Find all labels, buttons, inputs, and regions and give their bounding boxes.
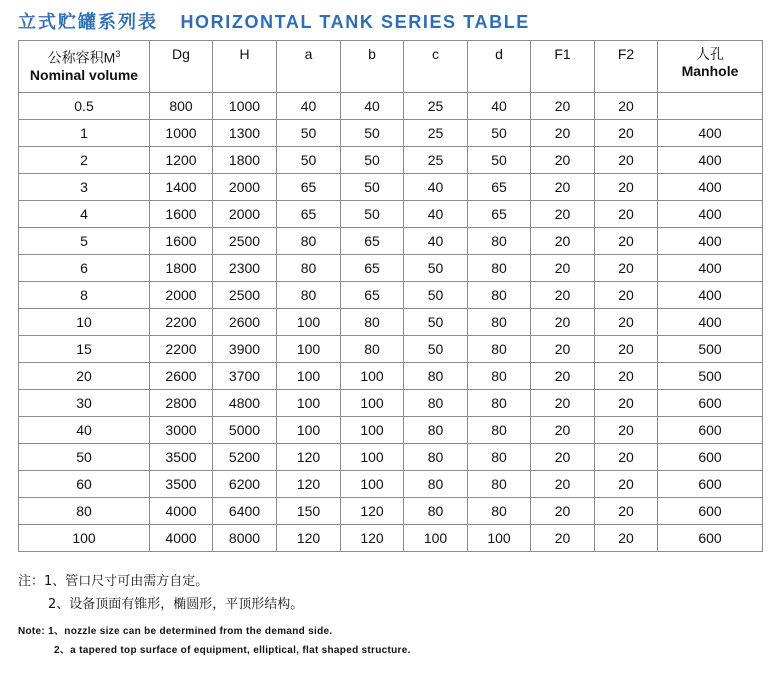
table-cell: 30: [19, 390, 150, 417]
table-cell: 15: [19, 336, 150, 363]
header-h: H: [213, 41, 277, 93]
table-cell: 100: [277, 390, 341, 417]
table-cell: 2000: [150, 282, 213, 309]
table-cell: 1600: [150, 228, 213, 255]
table-cell: 65: [277, 201, 341, 228]
table-cell: 20: [595, 417, 658, 444]
table-cell: 80: [404, 444, 468, 471]
table-cell: 2500: [213, 282, 277, 309]
note-cn-line-1: 注：1、管口尺寸可由需方自定。: [18, 574, 209, 589]
table-cell: 0.5: [19, 93, 150, 120]
table-row: [19, 228, 763, 255]
table-cell: 600: [658, 390, 763, 417]
header-manhole-en: Manhole: [681, 63, 739, 79]
header-manhole-cn: 人孔: [696, 46, 724, 62]
table-cell: 400: [658, 147, 763, 174]
table-row: [19, 363, 763, 390]
table-row: [19, 93, 763, 120]
table-cell: 100: [277, 417, 341, 444]
table-cell: 100: [341, 444, 404, 471]
table-cell: 20: [531, 282, 595, 309]
title-chinese: 立式贮罐系列表: [18, 12, 158, 33]
table-cell: 2800: [150, 390, 213, 417]
table-row: [19, 417, 763, 444]
table-cell: 50: [341, 120, 404, 147]
table-cell: 1: [19, 120, 150, 147]
table-cell: 1000: [150, 120, 213, 147]
table-cell: 50: [468, 120, 531, 147]
table-cell: 100: [341, 471, 404, 498]
table-cell: 40: [404, 174, 468, 201]
table-cell: 400: [658, 201, 763, 228]
table-cell: 50: [341, 147, 404, 174]
table-cell: 1600: [150, 201, 213, 228]
header-manhole: [658, 41, 763, 93]
table-cell: 50: [404, 255, 468, 282]
table-cell: 1000: [213, 93, 277, 120]
table-cell: 20: [531, 417, 595, 444]
table-row: [19, 120, 763, 147]
page-title: [18, 8, 530, 34]
table-cell: 65: [341, 255, 404, 282]
table-cell: 80: [468, 471, 531, 498]
table-cell: 120: [277, 471, 341, 498]
table-cell: 80: [404, 363, 468, 390]
table-row: [19, 147, 763, 174]
table-cell: 80: [468, 390, 531, 417]
table-cell: 3900: [213, 336, 277, 363]
header-c: c: [404, 41, 468, 93]
table-cell: 25: [404, 93, 468, 120]
table-cell: 20: [595, 228, 658, 255]
table-cell: 65: [468, 201, 531, 228]
table-row: [19, 282, 763, 309]
table-cell: 50: [341, 174, 404, 201]
table-cell: 80: [404, 417, 468, 444]
table-cell: 20: [595, 201, 658, 228]
table-row: [19, 255, 763, 282]
header-a: a: [277, 41, 341, 93]
table-cell: 20: [531, 120, 595, 147]
table-cell: 50: [404, 282, 468, 309]
table-cell: 400: [658, 174, 763, 201]
table-cell: 50: [341, 201, 404, 228]
table-cell: 100: [277, 336, 341, 363]
header-f2: F2: [595, 41, 658, 93]
table-cell: 500: [658, 363, 763, 390]
table-cell: 20: [595, 390, 658, 417]
table-cell: 80: [277, 228, 341, 255]
table-cell: 400: [658, 228, 763, 255]
table-cell: 20: [531, 228, 595, 255]
header-volume-sup: 3: [115, 49, 121, 59]
table-cell: 50: [404, 336, 468, 363]
table-cell: 100: [404, 525, 468, 552]
table-cell: 2: [19, 147, 150, 174]
table-cell: 80: [404, 390, 468, 417]
table-cell: 20: [595, 174, 658, 201]
table-cell: 20: [595, 471, 658, 498]
table-cell: 20: [531, 201, 595, 228]
note-cn-line-2: 2、设备顶面有锥形，椭圆形，平顶形结构。: [48, 597, 304, 612]
table-cell: 65: [341, 282, 404, 309]
table-cell: 4000: [150, 498, 213, 525]
table-cell: 20: [531, 498, 595, 525]
note-en-line-1: Note: 1、nozzle size can be determined from the demand side.: [18, 626, 333, 637]
table-cell: 20: [595, 309, 658, 336]
header-volume-cn: 公称容积M: [47, 49, 116, 66]
table-cell: 20: [19, 363, 150, 390]
table-cell: 50: [468, 147, 531, 174]
table-cell: 400: [658, 282, 763, 309]
table-cell: 8000: [213, 525, 277, 552]
notes-english: [18, 622, 411, 660]
table-body: [19, 93, 763, 552]
table-row: [19, 309, 763, 336]
table-cell: 20: [531, 255, 595, 282]
table-cell: 500: [658, 336, 763, 363]
table-cell: 40: [404, 201, 468, 228]
table-cell: 2600: [213, 309, 277, 336]
table-cell: 3500: [150, 471, 213, 498]
table-cell: 6: [19, 255, 150, 282]
table-cell: 10: [19, 309, 150, 336]
table-cell: 20: [531, 363, 595, 390]
tank-series-table: [18, 40, 763, 552]
table-cell: 2000: [213, 201, 277, 228]
table-row: [19, 444, 763, 471]
table-cell: 600: [658, 498, 763, 525]
table-cell: 6400: [213, 498, 277, 525]
table-cell: 65: [468, 174, 531, 201]
table-cell: 4000: [150, 525, 213, 552]
table-cell: 120: [277, 444, 341, 471]
table-cell: 6200: [213, 471, 277, 498]
table-cell: 100: [19, 525, 150, 552]
table-cell: 20: [531, 336, 595, 363]
table-cell: 25: [404, 147, 468, 174]
table-cell: 50: [277, 147, 341, 174]
table-cell: 1200: [150, 147, 213, 174]
table-cell: 50: [19, 444, 150, 471]
table-cell: 2300: [213, 255, 277, 282]
table-cell: 2200: [150, 309, 213, 336]
table-cell: 20: [595, 444, 658, 471]
table-cell: 20: [595, 498, 658, 525]
table-cell: 80: [468, 282, 531, 309]
table-cell: 80: [468, 336, 531, 363]
table-header-row: [19, 41, 763, 93]
table-cell: 600: [658, 525, 763, 552]
table-cell: 80: [341, 309, 404, 336]
table-cell: 20: [531, 390, 595, 417]
header-nominal-volume: [19, 41, 150, 93]
table-cell: 80: [468, 309, 531, 336]
table-cell: 80: [404, 498, 468, 525]
table-row: [19, 390, 763, 417]
note-en-line-2: 2、a tapered top surface of equipment, elliptical, flat shaped structure.: [54, 645, 411, 656]
table-cell: 50: [277, 120, 341, 147]
table-cell: 80: [468, 255, 531, 282]
table-cell: 3700: [213, 363, 277, 390]
table-cell: 400: [658, 120, 763, 147]
header-b: b: [341, 41, 404, 93]
table-cell: 65: [341, 228, 404, 255]
table-cell: 400: [658, 255, 763, 282]
table-row: [19, 201, 763, 228]
table-cell: 60: [19, 471, 150, 498]
header-dg: Dg: [150, 41, 213, 93]
table-cell: 20: [595, 120, 658, 147]
table-cell: 20: [531, 309, 595, 336]
table-cell: 20: [595, 147, 658, 174]
table-cell: 20: [531, 93, 595, 120]
table-cell: 800: [150, 93, 213, 120]
table-cell: 80: [468, 363, 531, 390]
table-cell: 80: [277, 255, 341, 282]
notes-chinese: [18, 570, 303, 616]
table-cell: 2200: [150, 336, 213, 363]
table-cell: 20: [595, 336, 658, 363]
table-cell: 100: [341, 363, 404, 390]
table-cell: 80: [468, 417, 531, 444]
table-cell: 25: [404, 120, 468, 147]
title-english: HORIZONTAL TANK SERIES TABLE: [180, 12, 530, 32]
table-cell: 4800: [213, 390, 277, 417]
table-cell: 2600: [150, 363, 213, 390]
table-cell: 5000: [213, 417, 277, 444]
table-cell: 120: [277, 525, 341, 552]
table-cell: 20: [595, 93, 658, 120]
table-cell: 50: [404, 309, 468, 336]
table-cell: 1300: [213, 120, 277, 147]
table-cell: 8: [19, 282, 150, 309]
table-cell: 20: [531, 147, 595, 174]
table-cell: 65: [277, 174, 341, 201]
table-cell: 150: [277, 498, 341, 525]
table-cell: 40: [341, 93, 404, 120]
table-cell: 40: [277, 93, 341, 120]
table-row: [19, 174, 763, 201]
table-cell: 80: [277, 282, 341, 309]
table-cell: 20: [531, 471, 595, 498]
table-cell: 80: [341, 336, 404, 363]
table-cell: 100: [468, 525, 531, 552]
table-cell: 20: [531, 174, 595, 201]
header-volume-en: Nominal volume: [29, 66, 139, 83]
table-cell: 5: [19, 228, 150, 255]
table-cell: 40: [19, 417, 150, 444]
table-cell: 3000: [150, 417, 213, 444]
table-cell: 80: [19, 498, 150, 525]
table-cell: 3: [19, 174, 150, 201]
table-cell: 100: [277, 363, 341, 390]
table-cell: 100: [341, 390, 404, 417]
table-cell: 100: [341, 417, 404, 444]
table-cell: 20: [595, 525, 658, 552]
table-cell: 120: [341, 498, 404, 525]
header-f1: F1: [531, 41, 595, 93]
table-cell: 20: [531, 525, 595, 552]
header-d: d: [468, 41, 531, 93]
table-cell: 40: [404, 228, 468, 255]
table-cell: 120: [341, 525, 404, 552]
table-cell: 5200: [213, 444, 277, 471]
table-cell: 80: [404, 471, 468, 498]
table-cell: 3500: [150, 444, 213, 471]
table-row: [19, 336, 763, 363]
table-cell: 20: [595, 282, 658, 309]
table-cell: 40: [468, 93, 531, 120]
table-cell: 20: [595, 363, 658, 390]
table-cell: 1400: [150, 174, 213, 201]
table-cell: 2000: [213, 174, 277, 201]
table-cell: 80: [468, 498, 531, 525]
table-cell: 400: [658, 309, 763, 336]
table-row: [19, 525, 763, 552]
table-cell: 600: [658, 444, 763, 471]
table-cell: [658, 93, 763, 120]
table-cell: 600: [658, 417, 763, 444]
table-cell: 100: [277, 309, 341, 336]
table-cell: 1800: [150, 255, 213, 282]
table-row: [19, 498, 763, 525]
table-cell: 80: [468, 228, 531, 255]
table-row: [19, 471, 763, 498]
table-cell: 20: [595, 255, 658, 282]
table-cell: 4: [19, 201, 150, 228]
table-cell: 20: [531, 444, 595, 471]
table-cell: 2500: [213, 228, 277, 255]
table-cell: 600: [658, 471, 763, 498]
table-cell: 80: [468, 444, 531, 471]
table-cell: 1800: [213, 147, 277, 174]
